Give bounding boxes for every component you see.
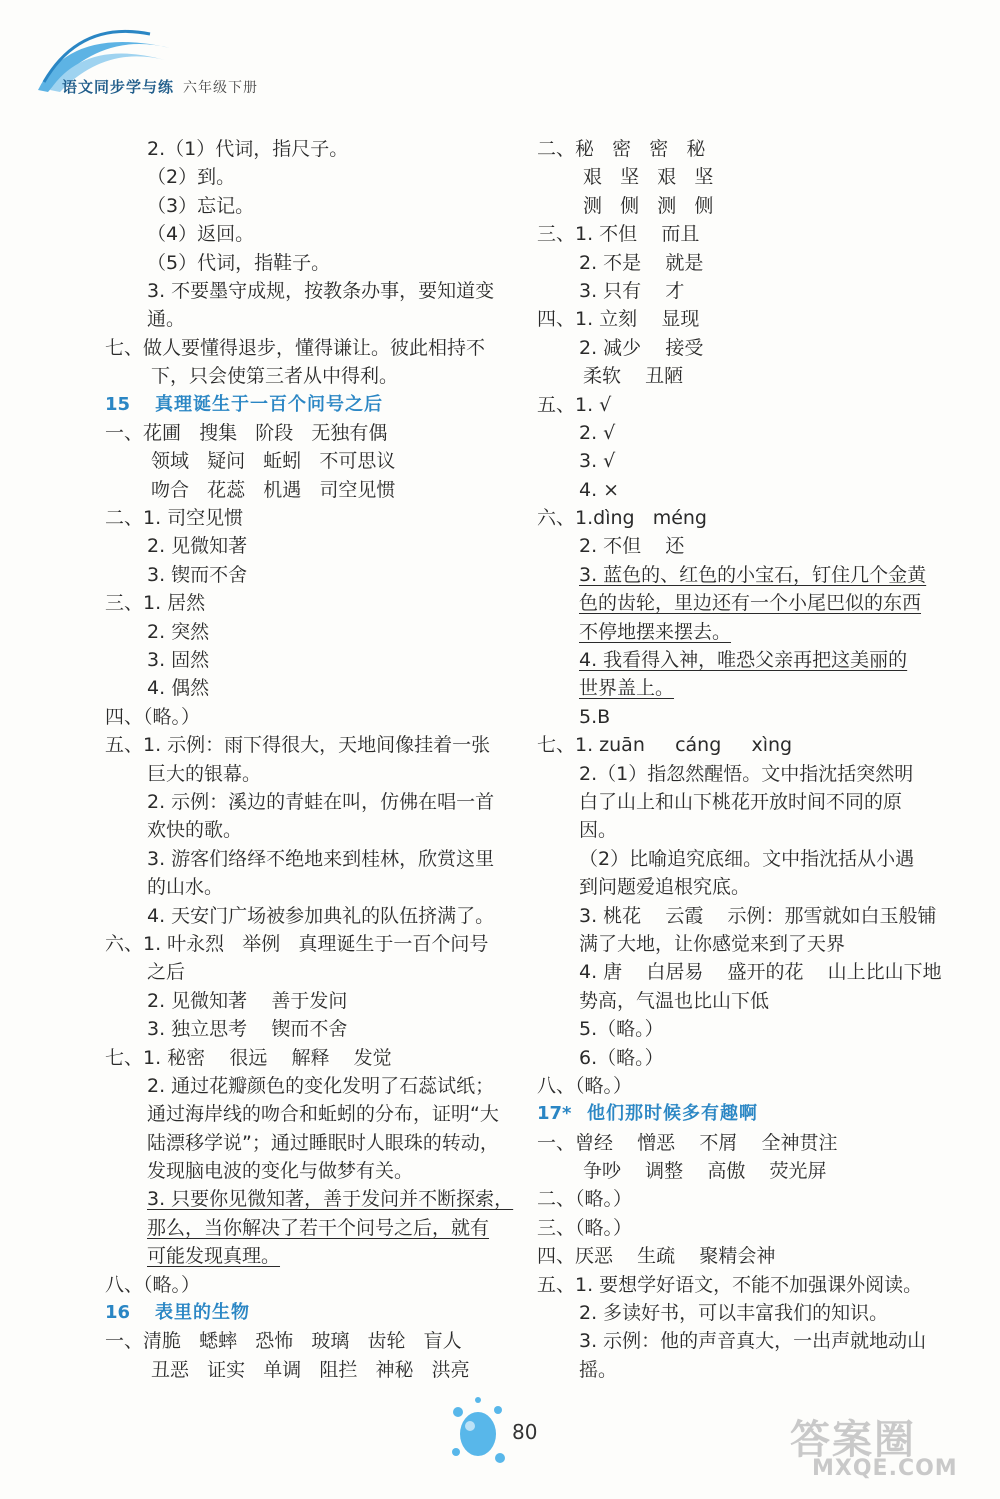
answer-text: 3. 游客们络绎不绝地来到桂林，欣赏这里 (147, 847, 495, 870)
water-splash-icon (448, 1392, 508, 1472)
lesson-number: 15 (105, 393, 131, 415)
answer-line (537, 334, 957, 362)
answer-text: 3. 固然 (147, 649, 210, 672)
answer-line (537, 249, 957, 277)
answer-text: 巨大的银幕。 (147, 762, 262, 785)
answer-line (105, 192, 510, 220)
answer-line (537, 220, 957, 248)
answer-line (105, 731, 510, 759)
answer-text: 四、1. 立刻 显现 (537, 308, 700, 331)
answer-text: 2. 示例：溪边的青蛙在叫，仿佛在唱一首 (147, 790, 495, 813)
answer-line (105, 362, 510, 390)
answer-text: 柔软 丑陋 (583, 365, 684, 388)
answer-text: 5.B (579, 705, 611, 728)
answer-line (537, 447, 957, 475)
answer-line (105, 674, 510, 702)
answer-text: 八、（略。） (105, 1273, 201, 1296)
answer-line (105, 1327, 510, 1355)
answer-text: 可能发现真理。 (147, 1245, 281, 1268)
answer-line (537, 589, 957, 617)
lesson-title: 他们那时候多有趣啊 (587, 1103, 758, 1125)
answer-text: 一、清脆 蟋蟀 恐怖 玻璃 齿轮 盲人 (105, 1330, 462, 1353)
answer-text: 3. 桃花 云霞 示例：那雪就如白玉般铺 (579, 904, 937, 927)
answer-line (537, 1214, 957, 1242)
answer-text: 2. 通过花瓣颜色的变化发明了石蕊试纸； (147, 1074, 495, 1097)
answer-line (537, 362, 957, 390)
answer-line (105, 589, 510, 617)
answer-line (537, 873, 957, 901)
answer-text: 4. 我看得入神，唯恐父亲再把这美丽的 (579, 649, 908, 672)
answer-line (105, 788, 510, 816)
answer-text: 争吵 调整 高傲 荧光屏 (583, 1160, 827, 1183)
answer-text: 丑恶 证实 单调 阻拦 神秘 洪亮 (151, 1358, 470, 1381)
answer-text: 摇。 (579, 1358, 618, 1381)
answer-text: 2. 多读好书，可以丰富我们的知识。 (579, 1302, 889, 1325)
answer-line (105, 873, 510, 901)
answer-text: 下，只会使第三者从中得利。 (151, 365, 399, 388)
answer-column-right (537, 135, 957, 1384)
answer-text: 六、1.dìng méng (537, 507, 707, 530)
answer-text: 通。 (147, 308, 186, 331)
answer-line (105, 703, 510, 731)
answer-text: 五、1. 要想学好语文，不能不加强课外阅读。 (537, 1273, 923, 1296)
answer-line (537, 674, 957, 702)
answer-line (105, 902, 510, 930)
answer-text: 2. 突然 (147, 620, 210, 643)
answer-text: 三、1. 不但 而且 (537, 223, 700, 246)
answer-text: （3）忘记。 (147, 194, 255, 217)
answer-text: 4. × (579, 478, 620, 501)
answer-line (105, 1271, 510, 1299)
answer-text: 白了山上和山下桃花开放时间不同的原 (579, 790, 903, 813)
answer-line (105, 334, 510, 362)
answer-text: 因。 (579, 819, 618, 842)
answer-text: 一、曾经 憎恶 不屑 全神贯注 (537, 1131, 838, 1154)
answer-text: 4. 唐 白居易 盛开的花 山上比山下地 (579, 961, 942, 984)
answer-line (105, 760, 510, 788)
lesson-number: 17* (537, 1103, 572, 1125)
answer-text: 陆漂移学说”；通过睡眠时人眼珠的转动， (147, 1131, 499, 1154)
answer-line (105, 135, 510, 163)
answer-line (537, 1157, 957, 1185)
answer-line (105, 305, 510, 333)
answer-line (105, 987, 510, 1015)
answer-text: 三、1. 居然 (105, 592, 206, 615)
answer-line (537, 305, 957, 333)
answer-text: 四、厌恶 生疏 聚精会神 (537, 1245, 776, 1268)
answer-line (537, 532, 957, 560)
lesson-title: 真理诞生于一百个问号之后 (155, 393, 383, 415)
watermark (782, 1408, 982, 1488)
answer-line (537, 646, 957, 674)
answer-text: 通过海岸线的吻合和蚯蚓的分布，证明“大 (147, 1103, 499, 1126)
answer-text: 七、1. zuān cáng xìng (537, 734, 793, 757)
answer-line (537, 1242, 957, 1270)
answer-text: 一、花圃 搜集 阶段 无独有偶 (105, 421, 388, 444)
answer-line (105, 618, 510, 646)
answer-text: 七、做人要懂得退步，懂得谦让。彼此相持不 (105, 336, 486, 359)
answer-text: 测 侧 测 侧 (583, 194, 714, 217)
answer-text: 5.（略。） (579, 1018, 664, 1041)
answer-line (537, 1299, 957, 1327)
answer-text: 3. 示例：他的声音真大，一出声就地动山 (579, 1330, 927, 1353)
answer-text: 2.（1）代词，指尺子。 (147, 138, 349, 160)
answer-line (537, 504, 957, 532)
lesson-title: 表里的生物 (155, 1302, 250, 1324)
answer-line (105, 163, 510, 191)
answer-text: 4. 天安门广场被参加典礼的队伍挤满了。 (147, 904, 495, 927)
answer-text: 到问题爱追根究底。 (579, 876, 751, 899)
answer-line (105, 1242, 510, 1270)
answer-line (105, 1185, 514, 1213)
page-number: 80 (512, 1420, 538, 1444)
answer-line (537, 476, 957, 504)
answer-text: （5）代词，指鞋子。 (147, 251, 331, 274)
answer-text: 6.（略。） (579, 1046, 664, 1069)
answer-text: （2）比喻追究底细。文中指沈括从小遇 (579, 847, 915, 870)
answer-line (105, 249, 510, 277)
answer-line (537, 731, 957, 759)
answer-line (105, 532, 510, 560)
answer-line (537, 135, 957, 163)
answer-text: 发现脑电波的变化与做梦有关。 (147, 1160, 414, 1183)
answer-text: 的山水。 (147, 876, 224, 899)
answer-text: 3. √ (579, 450, 616, 473)
answer-text: 4. 偶然 (147, 677, 210, 700)
answer-text: 2.（1）指忽然醒悟。文中指沈括突然明 (579, 762, 914, 785)
answer-line (537, 760, 957, 788)
answer-line (537, 1356, 957, 1384)
answer-text: 艰 坚 艰 坚 (583, 166, 714, 189)
answer-text: 欢快的歌。 (147, 819, 243, 842)
answer-line (105, 476, 510, 504)
answer-line (105, 561, 510, 589)
lesson-heading (105, 1299, 510, 1327)
answer-text: 不停地摆来摆去。 (579, 620, 732, 643)
answer-text: 五、1. √ (537, 393, 612, 416)
answer-text: 2. 不是 就是 (579, 251, 704, 274)
answer-text: 二、秘 密 密 秘 (537, 138, 706, 160)
answer-line (537, 419, 957, 447)
answer-line (537, 930, 957, 958)
answer-line (537, 1015, 957, 1043)
lesson-heading (537, 1100, 957, 1128)
answer-text: 3. 只要你见微知著，善于发问并不断探索， (147, 1188, 514, 1211)
answer-text: 之后 (147, 961, 186, 984)
answer-text: 那么，当你解决了若干个问号之后，就有 (147, 1216, 490, 1239)
answer-line (537, 1129, 957, 1157)
answer-text: 二、1. 司空见惯 (105, 507, 244, 530)
answer-line (105, 447, 510, 475)
answer-text: 3. 只有 才 (579, 279, 685, 302)
answer-line (105, 1214, 510, 1242)
answer-text: 2. 减少 接受 (579, 336, 704, 359)
answer-text: 领域 疑问 蚯蚓 不可思议 (151, 450, 396, 473)
answer-line (105, 1356, 510, 1384)
answer-text: 八、（略。） (537, 1074, 633, 1097)
answer-line (537, 618, 957, 646)
answer-text: 2. 见微知著 (147, 535, 248, 558)
answer-line (537, 816, 957, 844)
answer-line (537, 1044, 957, 1072)
lesson-number: 16 (105, 1302, 131, 1324)
watermark-text: 答案圈 (790, 1417, 916, 1463)
page-header (0, 0, 1000, 110)
answer-line (105, 646, 510, 674)
answer-text: 3. 不要墨守成规，按教条办事，要知道变 (147, 279, 495, 302)
answer-text: （4）返回。 (147, 223, 255, 246)
answer-line (105, 1100, 510, 1128)
answer-text: 2. √ (579, 421, 616, 444)
answer-line (537, 987, 957, 1015)
watermark-url: MXQE.COM (812, 1456, 958, 1481)
book-grade: 六年级下册 (183, 80, 258, 96)
answer-line (537, 277, 957, 305)
answer-line (537, 391, 957, 419)
answer-line (537, 703, 957, 731)
answer-text: 六、1. 叶永烈 举例 真理诞生于一百个问号 (105, 932, 489, 955)
answer-text: 四、（略。） (105, 705, 201, 728)
answer-line (537, 958, 957, 986)
answer-line (537, 845, 957, 873)
answer-line (537, 788, 957, 816)
answer-text: 2. 不但 还 (579, 535, 685, 558)
answer-text: 满了大地，让你感觉来到了天界 (579, 932, 846, 955)
answer-text: （2）到。 (147, 166, 236, 189)
answer-text: 五、1. 示例：雨下得很大，天地间像挂着一张 (105, 734, 491, 757)
answer-text: 3. 蓝色的、红色的小宝石，钉住几个金黄 (579, 563, 927, 586)
answer-text: 3. 锲而不舍 (147, 563, 248, 586)
answer-line (105, 1015, 510, 1043)
answer-line (537, 192, 957, 220)
lesson-heading (105, 391, 510, 419)
answer-line (105, 1044, 510, 1072)
answer-line (105, 930, 510, 958)
answer-column-left (105, 135, 514, 1384)
answer-line (105, 419, 510, 447)
answer-text: 二、（略。） (537, 1188, 633, 1211)
answer-line (537, 1327, 957, 1355)
answer-line (537, 561, 957, 589)
answer-text: 吻合 花蕊 机遇 司空见惯 (151, 478, 396, 501)
answer-line (537, 902, 957, 930)
answer-text: 势高，气温也比山下低 (579, 989, 770, 1012)
answer-line (105, 1072, 510, 1100)
answer-text: 2. 见微知著 善于发问 (147, 989, 348, 1012)
answer-text: 色的齿轮，里边还有一个小尾巴似的东西 (579, 592, 922, 615)
answer-line (537, 1072, 957, 1100)
answer-line (105, 504, 510, 532)
answer-line (105, 277, 510, 305)
answer-line (537, 163, 957, 191)
answer-line (105, 1129, 510, 1157)
answer-line (105, 958, 510, 986)
answer-line (105, 220, 510, 248)
answer-text: 三、（略。） (537, 1216, 633, 1239)
answer-text: 3. 独立思考 锲而不舍 (147, 1018, 348, 1041)
answer-line (537, 1185, 957, 1213)
answer-line (105, 816, 510, 844)
answer-line (105, 1157, 510, 1185)
answer-line (105, 845, 510, 873)
answer-line (537, 1271, 957, 1299)
answer-text: 世界盖上。 (579, 677, 675, 700)
answer-text: 七、1. 秘密 很远 解释 发觉 (105, 1046, 392, 1069)
book-title: 语文同步学与练 (62, 78, 175, 96)
